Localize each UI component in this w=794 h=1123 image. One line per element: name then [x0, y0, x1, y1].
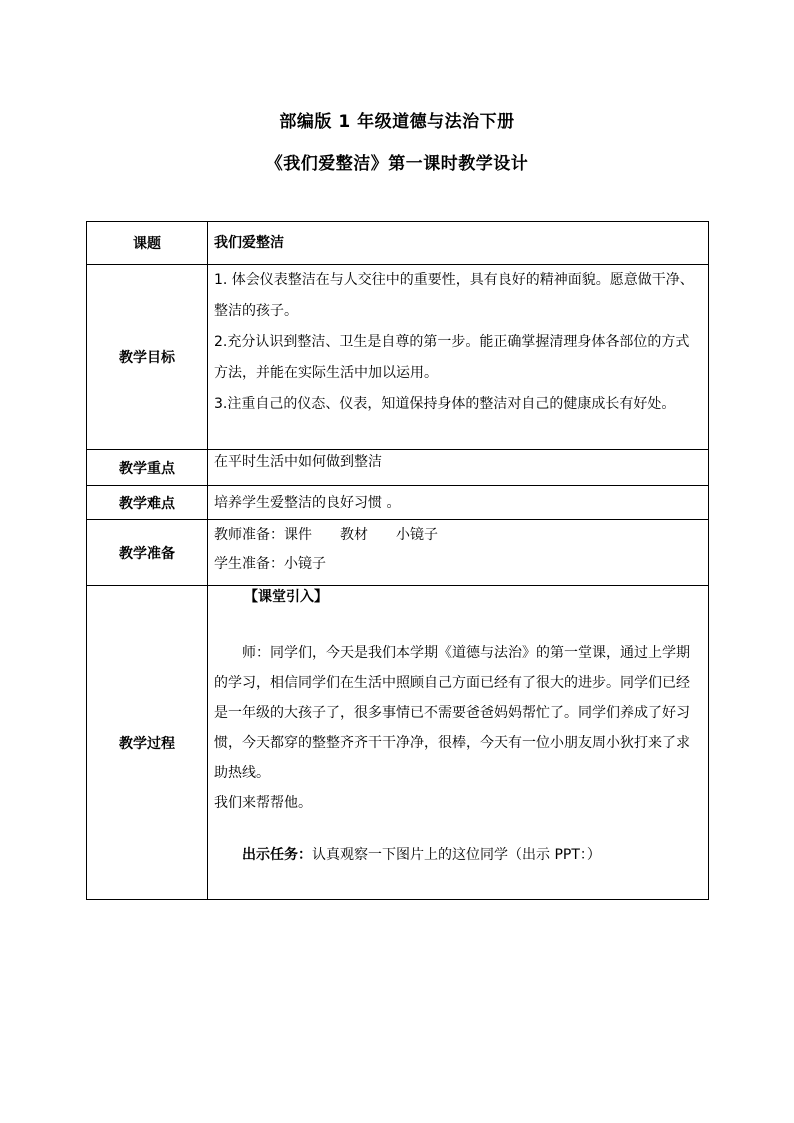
- row-label-goals: 教学目标: [87, 265, 208, 450]
- task-label: 出示任务：: [242, 847, 312, 863]
- goal-item: 3.注重自己的仪态、仪表，知道保持身体的整洁对自己的健康成长有好处。: [214, 396, 676, 412]
- row-label-key-points: 教学重点: [87, 450, 208, 486]
- table-row: [87, 265, 709, 450]
- task-line: [214, 840, 702, 870]
- document-subtitle: 《我们爱整洁》第一课时教学设计: [265, 154, 529, 174]
- row-label-process: 教学过程: [87, 586, 208, 900]
- table-row: [87, 486, 709, 520]
- table-row: [87, 586, 709, 900]
- section-heading: 【课堂引入】: [244, 589, 328, 605]
- row-label-preparation: 教学准备: [87, 520, 208, 586]
- process-paragraph: 师：同学们，今天是我们本学期《道德与法治》的第一堂课，通过上学期的学习，相信同学们在生活中照顾自己方面已经有了很大的进步。同学们已经是一年级的大孩子了，很多事情已不需要爸爸妈妈帮忙了。同学们养成了好习惯，今天都穿的整整齐齐干干净净，很棒，今天有一位小朋友周小狄打来了求助热线。: [214, 645, 690, 781]
- table-row: [87, 222, 709, 265]
- process-cell: [208, 586, 709, 900]
- process-line: 我们来帮帮他。: [214, 795, 312, 811]
- table-row: [87, 520, 709, 586]
- preparation-cell: [208, 520, 709, 586]
- table-row: [87, 450, 709, 486]
- student-preparation: 学生准备：小镜子: [214, 556, 326, 572]
- lesson-plan-table: [86, 221, 709, 900]
- teacher-prep-item: 小镜子: [396, 527, 438, 543]
- task-text: 认真观察一下图片上的这位同学（出示 PPT：）: [312, 847, 601, 863]
- goal-item: 2.充分认识到整洁、卫生是自尊的第一步。能正确掌握清理身体各部位的方式方法，并能在实际生活中加以运用。: [214, 334, 690, 381]
- teacher-prep-item: 教材: [340, 527, 368, 543]
- topic-value: 我们爱整洁: [208, 222, 709, 265]
- row-label-difficulties: 教学难点: [87, 486, 208, 520]
- goal-item: 1. 体会仪表整洁在与人交往中的重要性，具有良好的精神面貌。愿意做干净、整洁的孩子。: [214, 272, 694, 319]
- row-label-topic: 课题: [87, 222, 208, 265]
- document-title: 部编版 1 年级道德与法治下册: [279, 112, 515, 132]
- difficulties-value: 培养学生爱整洁的良好习惯 。: [208, 486, 709, 520]
- teacher-preparation: [214, 521, 702, 550]
- key-points-value: 在平时生活中如何做到整洁: [208, 450, 709, 486]
- goals-cell: [208, 265, 709, 450]
- teacher-prep-prefix: 教师准备：: [214, 527, 284, 543]
- teacher-prep-item: 课件: [284, 527, 312, 543]
